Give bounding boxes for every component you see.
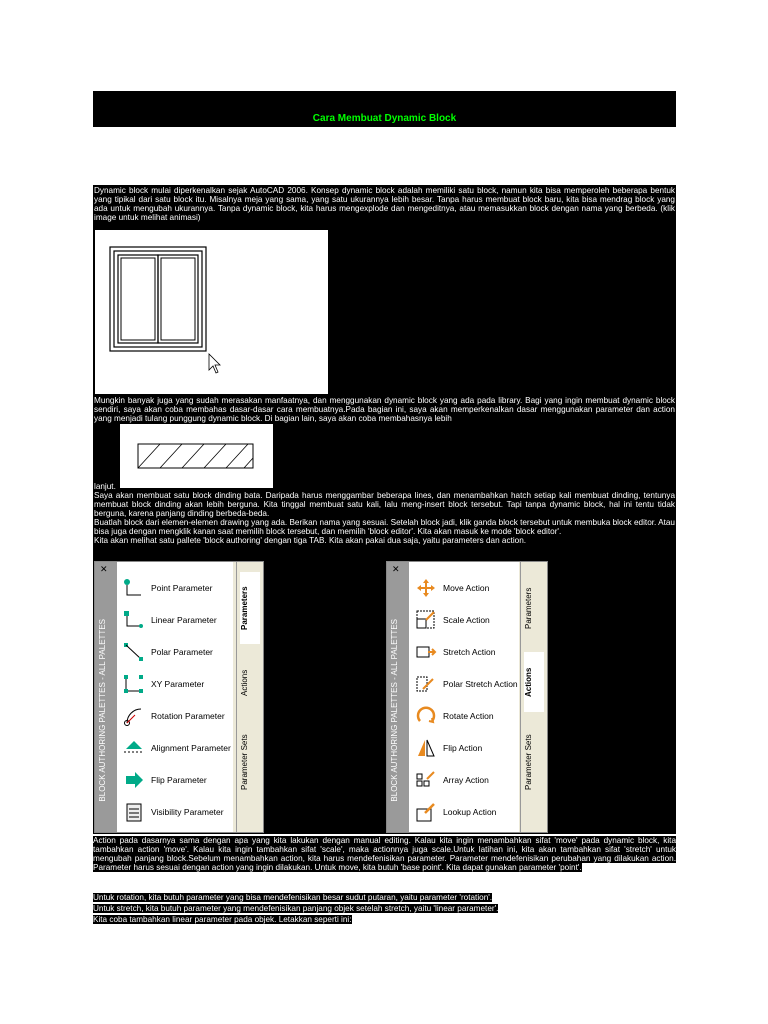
list-item-label: Flip Action [443,743,483,753]
list-item[interactable] [415,766,489,794]
wall-block-image[interactable] [120,424,273,488]
lookup-action-icon [415,801,437,823]
list-item[interactable] [415,798,496,826]
visibility-parameter-icon [123,801,145,823]
paragraph-three-d: Kita akan melihat satu pallete 'block authoring' dengan tiga TAB. Kita akan pakai dua saja, yaitu parameters dan action. [94,536,527,545]
paragraph-four-text: Action pada dasarnya sama dengan apa yang kita lakukan dengan manual editing. Kalau kita ingin menambahkan sifat 'move' pada dynamic block, kita tambahkan action 'move'. Kalau kita ingin tambahkan sifat 'scale', maka actionnya juga scale.Untuk latihan ini, kita akan tambahkan sifat 'stretch' untuk mengubah panjang block.Sebelum menambahkan action, kita harus mendefenisikan parameter. Parameter mendefenisikan perubahan yang dilakukan action. Parameter harus sesuai dengan action yang ingin dilakukan. Untuk move, kita butuh 'base point'. Kita dapat gunakan parameter 'point'. [93,836,676,872]
list-item[interactable] [415,702,494,730]
tab-parameters[interactable]: Parameters [240,572,260,644]
list-item-label: Polar Parameter [151,647,213,657]
palette-side-label: BLOCK AUTHORING PALETTES - ALL PALETTES [390,619,399,802]
list-item[interactable] [123,638,213,666]
palette-side-label: BLOCK AUTHORING PALETTES - ALL PALETTES [98,619,107,802]
intro-paragraph: Dynamic block mulai diperkenalkan sejak AutoCAD 2006. Konsep dynamic block adalah memiliki satu block, namun kita bisa memperoleh beberapa bentuk yang tipikal dari satu block itu. Misalnya meja yang sama, yang satu ukurannya lebih besar. Tanpa harus membuat block baru, kita bisa mendrag block yang ada untuk mengubah ukurannya. Tanpa dynamic block, kita harus mengexplode dan mengeditnya, atau memasukkan block dengan nama yang berbeda. (klik image untuk melihat animasi) [94,186,675,222]
window-block-image[interactable] [95,230,328,394]
title-bar [93,91,676,127]
tab-parameter-sets[interactable]: Parameter Sets [524,734,533,790]
list-item-label: Linear Parameter [151,615,217,625]
polar-stretch-action-icon [415,673,437,695]
list-item[interactable] [415,670,518,698]
close-icon[interactable]: ✕ [392,564,400,574]
actions-palette[interactable] [386,561,548,833]
list-item-label: Visibility Parameter [151,807,224,817]
tab-parameters[interactable]: Parameters [524,587,533,629]
list-item[interactable] [415,638,495,666]
list-item[interactable] [123,670,204,698]
parameters-palette[interactable] [94,561,264,833]
rotation-note: Untuk rotation, kita butuh parameter yang bisa mendefenisikan besar sudut putaran, yaitu parameter 'rotation'. [93,893,493,902]
paragraph-two: Mungkin banyak juga yang sudah merasakan manfaatnya, dan menggunakan dynamic block yang ada pada library. Bagi yang ingin membuat dynamic block sendiri, saya akan coba membahas dasar-dasar cara membuatnya.Pada bagian ini, saya akan memperkenalkan dasar menggunakan parameter dan action yang menjadi tulang punggung dynamic block. Di bagian lain, saya akan coba membahasnya lebih [94,396,675,423]
parameters-list [117,562,233,832]
list-item-label: Rotate Action [443,711,494,721]
stretch-note: Untuk stretch, kita butuh parameter yang mendefenisikan panjang objek setelah stretch, yaitu 'linear parameter'. [93,904,499,913]
paragraph-three-c: Buatlah block dari elemen-elemen drawing yang ada. Berikan nama yang sesuai. Setelah block jadi, klik ganda block tersebut untuk membuka block editor. Atau bisa juga dengan mengklik kanan saat memilih block tersebut, dan memilih 'block editor'. Kita akan masuk ke mode 'block editor'. [94,518,675,536]
list-item-label: Rotation Parameter [151,711,225,721]
palette-sidebar [387,562,409,832]
list-item-label: Point Parameter [151,583,213,593]
list-item-label: XY Parameter [151,679,205,689]
list-item[interactable] [123,606,217,634]
array-action-icon [415,769,437,791]
list-item[interactable] [123,766,207,794]
actions-list [409,562,519,832]
xy-parameter-icon [123,673,145,695]
list-item-label: Move Action [443,583,490,593]
list-item-label: Lookup Action [443,807,497,817]
list-item[interactable] [123,574,212,602]
paragraph-three [94,482,675,545]
palette-sidebar [95,562,117,832]
wall-drawing [120,424,273,488]
linear-parameter-note: Kita coba tambahkan linear parameter pada objek. Letakkan seperti ini: [93,915,352,924]
paragraph-four [93,836,676,872]
paragraph-three-b: Saya akan membuat satu block dinding bata. Daripada harus menggambar beberapa lines, dan menambahkan hatch setiap kali membuat dinding, tentunya membuat block dinding akan lebih berguna. Kita tinggal membuat satu kali, lalu meng-insert block tersebut. Tapi tanpa dynamic block, hal ini tentu tidak berguna, karena panjang dinding berbeda-beda. [94,491,675,518]
close-icon[interactable]: ✕ [100,564,108,574]
list-item[interactable] [415,574,489,602]
list-item[interactable] [123,798,224,826]
list-item[interactable] [123,702,225,730]
list-item-label: Alignment Parameter [151,743,231,753]
list-item[interactable] [415,734,482,762]
palette-tabs [236,562,263,832]
page-title: Cara Membuat Dynamic Block [312,113,457,124]
list-item[interactable] [415,606,490,634]
point-parameter-icon [123,577,145,599]
list-item-label: Scale Action [443,615,490,625]
list-item-label: Flip Parameter [151,775,207,785]
list-item-label: Stretch Action [443,647,496,657]
polar-parameter-icon [123,641,145,663]
rotate-action-icon [415,705,437,727]
list-item-label: Polar Stretch Action [443,679,518,689]
list-item-label: Array Action [443,775,489,785]
palette-tabs [520,562,547,832]
linear-parameter-icon [123,609,145,631]
flip-parameter-icon [123,769,145,791]
paragraph-three-a: lanjut. [94,482,116,491]
flip-action-icon [415,737,437,759]
alignment-parameter-icon [123,737,145,759]
move-action-icon [415,577,437,599]
tab-actions[interactable]: Actions [524,652,544,712]
rotation-parameter-icon [123,705,145,727]
tab-actions[interactable]: Actions [240,669,249,697]
tab-parameter-sets[interactable]: Parameter Sets [240,734,249,790]
stretch-action-icon [415,641,437,663]
window-drawing [95,230,328,394]
scale-action-icon [415,609,437,631]
list-item[interactable] [123,734,231,762]
